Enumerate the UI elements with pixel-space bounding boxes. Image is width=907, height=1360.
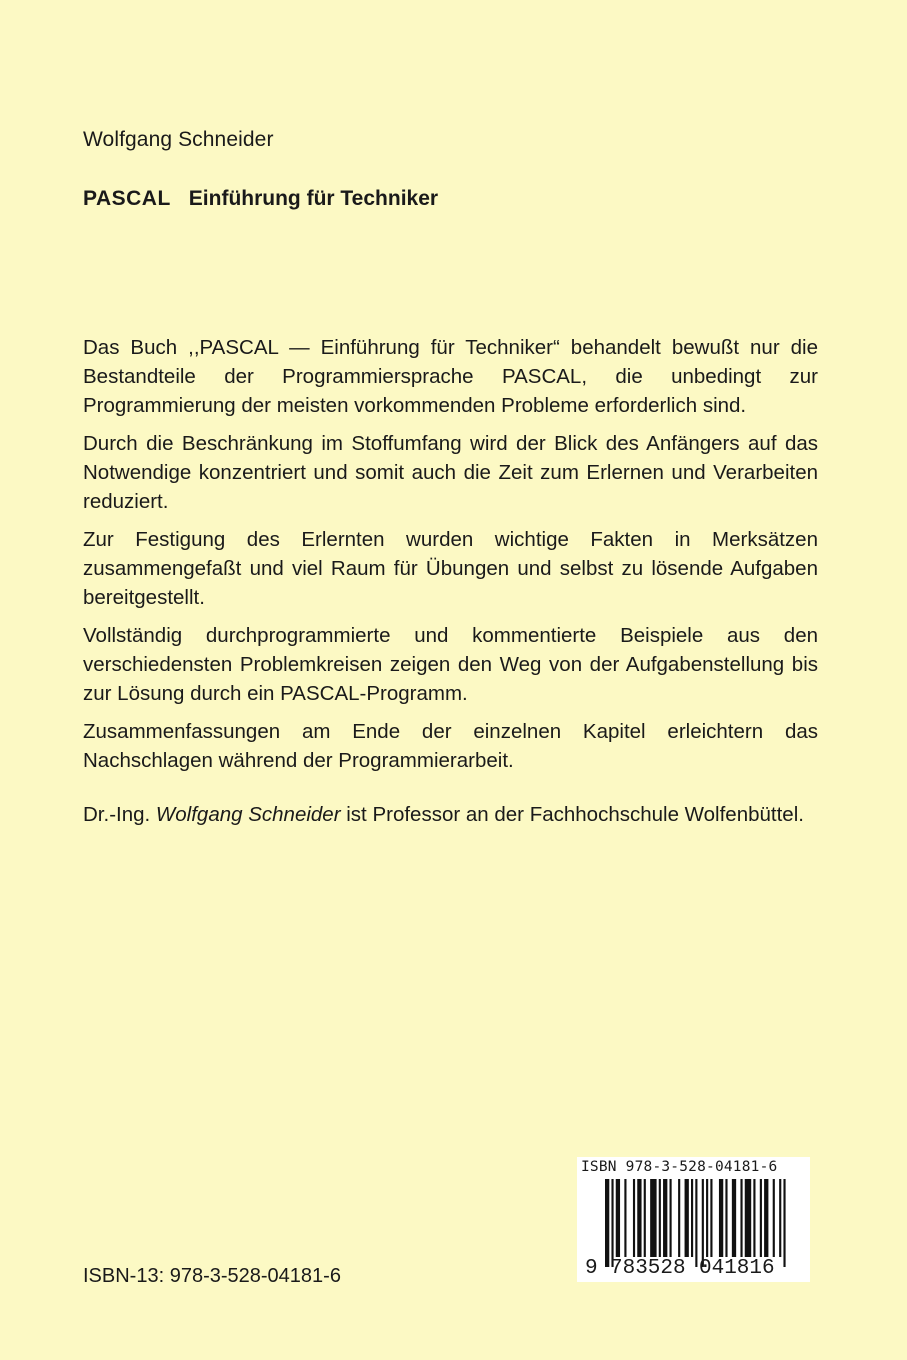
barcode-bar xyxy=(616,1179,620,1257)
barcode-bar xyxy=(760,1179,762,1257)
barcode-bar xyxy=(779,1179,781,1257)
barcode-bar xyxy=(685,1179,689,1257)
barcode-bar xyxy=(624,1179,626,1257)
barcode-bar xyxy=(732,1179,736,1257)
bio-suffix: ist Professor an der Fachhochschule Wolfenbüttel. xyxy=(346,803,804,826)
barcode-bar xyxy=(745,1179,751,1257)
author-bio xyxy=(83,803,804,827)
barcode-bar xyxy=(637,1179,641,1257)
barcode-bar xyxy=(695,1179,697,1267)
book-title xyxy=(83,187,438,211)
barcode-bar xyxy=(710,1179,712,1257)
author-name: Wolfgang Schneider xyxy=(83,128,274,151)
barcode-bar xyxy=(753,1179,755,1257)
barcode-digits-left: 783528 xyxy=(610,1257,686,1280)
barcode-bar xyxy=(678,1179,680,1257)
bio-prefix: Dr.-Ing. xyxy=(83,803,151,826)
barcode-bar xyxy=(659,1179,661,1257)
barcode-bar xyxy=(691,1179,693,1257)
barcode-bar xyxy=(702,1179,704,1267)
barcode-digit-lead: 9 xyxy=(585,1257,598,1280)
barcode-bar xyxy=(644,1179,646,1257)
barcode-bar xyxy=(650,1179,656,1257)
barcode-bar xyxy=(611,1179,613,1267)
barcode-bar xyxy=(740,1179,742,1257)
barcode-isbn-text: ISBN 978-3-528-04181-6 xyxy=(581,1159,778,1175)
barcode-bar xyxy=(783,1179,785,1267)
blurb-paragraph: Das Buch ,,PASCAL — Einführung für Techniker“ behandelt bewußt nur die Bestandteile der Programmiersprache PASCAL, die unbedingt zur Programmierung der meisten vorkommenden Probleme erforderlich sind. xyxy=(83,336,818,417)
series-title: PASCAL xyxy=(83,187,171,210)
barcode-bar xyxy=(605,1179,609,1267)
barcode-bar xyxy=(670,1179,672,1257)
barcode-bar xyxy=(773,1179,775,1257)
subtitle: Einführung für Techniker xyxy=(188,187,439,210)
barcode-bar xyxy=(719,1179,723,1257)
barcode xyxy=(577,1157,810,1282)
blurb xyxy=(83,333,818,784)
blurb-paragraph: Zusammenfassungen am Ende der einzelnen Kapitel erleichtern das Nachschlagen während der Programmierarbeit. xyxy=(83,720,818,772)
blurb-paragraph: Zur Festigung des Erlernten wurden wichtige Fakten in Merksätzen zusammengefaßt und viel Raum für Übungen und selbst zu lösende Aufgaben bereitgestellt. xyxy=(83,528,818,609)
barcode-bar xyxy=(633,1179,635,1257)
blurb-paragraph: Vollständig durchprogrammierte und kommentierte Beispiele aus den verschiedensten Problemkreisen zeigen den Weg von der Aufgabenstellung bis zur Lösung durch ein PASCAL-Programm. xyxy=(83,624,818,705)
blurb-paragraph: Durch die Beschränkung im Stoffumfang wird der Blick des Anfängers auf das Notwendige konzentriert und somit auch die Zeit zum Erlernen und Verarbeiten reduziert. xyxy=(83,432,818,513)
barcode-digits-right: 041816 xyxy=(699,1257,775,1280)
bio-name: Wolfgang Schneider xyxy=(155,803,341,826)
barcode-bar xyxy=(764,1179,768,1257)
barcode-bar xyxy=(706,1179,708,1257)
barcode-bar xyxy=(725,1179,727,1257)
isbn13-label: ISBN-13: 978-3-528-04181-6 xyxy=(83,1265,341,1287)
barcode-bar xyxy=(663,1179,667,1257)
